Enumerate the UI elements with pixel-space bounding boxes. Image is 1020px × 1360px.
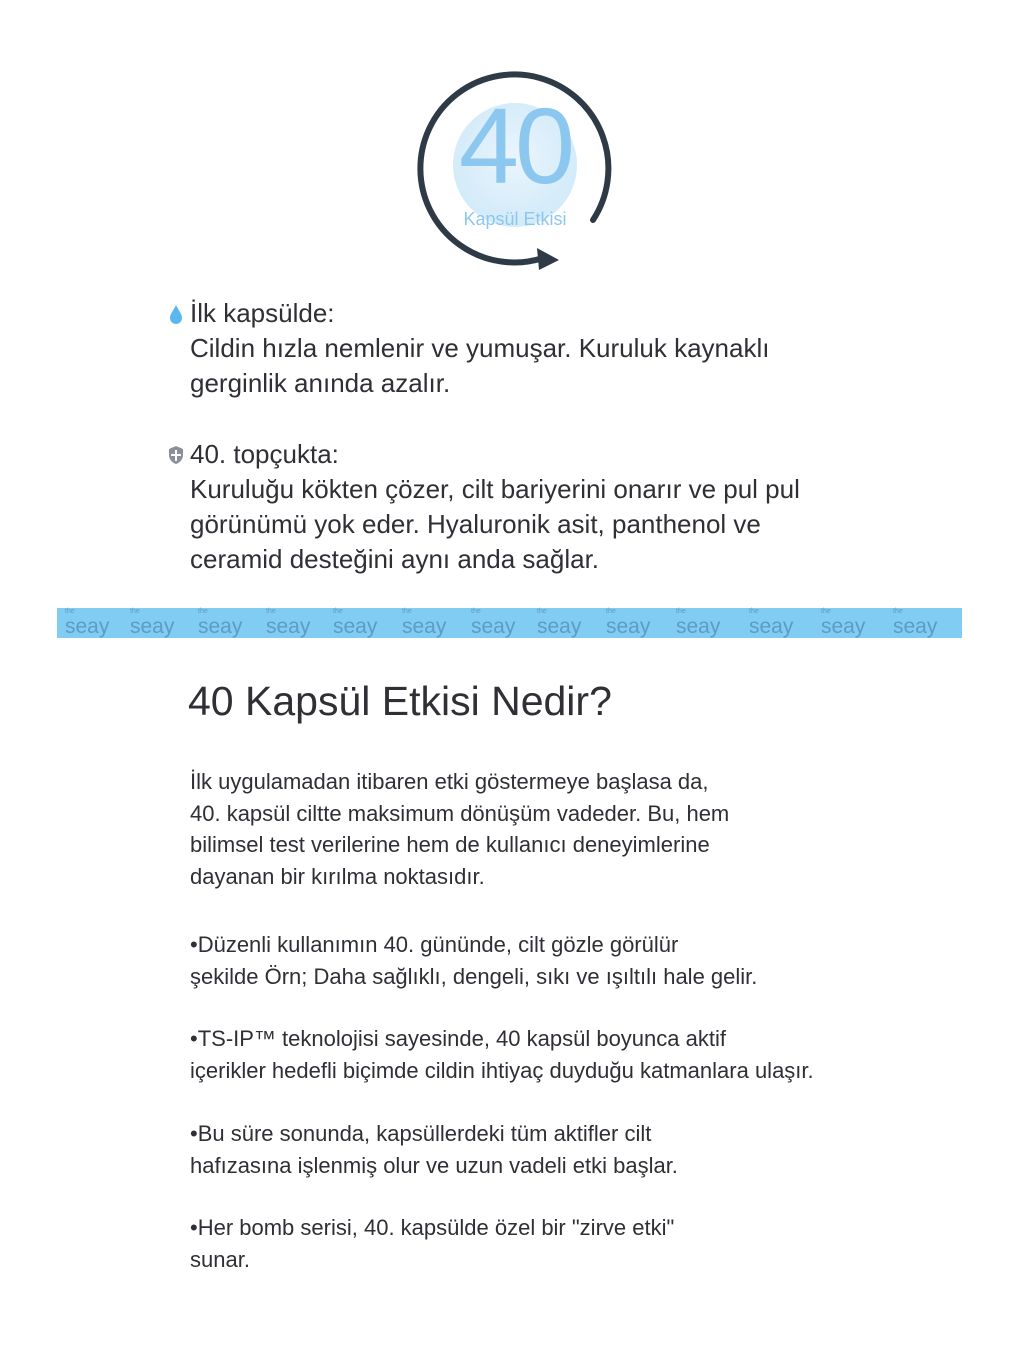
section-heading: İlk kapsülde: bbox=[190, 298, 335, 328]
logo-small-text: the bbox=[676, 608, 686, 615]
bullet-item bbox=[190, 1212, 674, 1275]
brand-banner bbox=[57, 608, 962, 638]
logo-small-text: the bbox=[402, 608, 412, 615]
water-drop-icon bbox=[168, 304, 184, 324]
section-text: ceramid desteğini aynı anda sağlar. bbox=[190, 544, 600, 574]
intro-line: İlk uygulamadan itibaren etki göstermeye başlasa da, bbox=[190, 769, 709, 794]
logo-text: seay bbox=[821, 615, 866, 638]
fortieth-capsule-section bbox=[190, 437, 800, 577]
logo-small-text: the bbox=[130, 608, 140, 615]
section-heading: 40. topçukta: bbox=[190, 439, 339, 469]
section-text: Cildin hızla nemlenir ve yumuşar. Kuruluk kaynaklı bbox=[190, 333, 770, 363]
logo-small-text: the bbox=[198, 608, 208, 615]
bullet-line: hafızasına işlenmiş olur ve uzun vadeli etki başlar. bbox=[190, 1152, 678, 1178]
badge-number: 40 bbox=[458, 85, 572, 206]
logo-small-text: the bbox=[893, 608, 903, 615]
logo-text: seay bbox=[130, 615, 175, 638]
bullet-item bbox=[190, 1023, 814, 1086]
intro-line: bilimsel test verilerine hem de kullanıcı deneyimlerine bbox=[190, 832, 710, 857]
logo-text: seay bbox=[65, 615, 110, 638]
logo-small-text: the bbox=[606, 608, 616, 615]
section-text: görünümü yok eder. Hyaluronik asit, panthenol ve bbox=[190, 509, 761, 539]
intro-line: 40. kapsül ciltte maksimum dönüşüm vadeder. Bu, hem bbox=[190, 800, 730, 826]
bullet-line: sunar. bbox=[190, 1246, 250, 1272]
logo-small-text: the bbox=[537, 608, 547, 615]
logo-text: seay bbox=[893, 615, 938, 638]
bullet-line: içerikler hedefli biçimde cildin ihtiyaç duyduğu katmanlara ulaşır. bbox=[190, 1057, 814, 1083]
intro-line: dayanan bir kırılma noktasıdır. bbox=[190, 863, 485, 889]
logo-small-text: the bbox=[821, 608, 831, 615]
logo-text: seay bbox=[402, 615, 447, 638]
logo-text: seay bbox=[676, 615, 721, 638]
bullet-line: •Düzenli kullanımın 40. gününde, cilt gözle görülür bbox=[190, 932, 679, 957]
logo-text: seay bbox=[537, 615, 582, 638]
logo-small-text: the bbox=[266, 608, 276, 615]
badge-subtitle: Kapsül Etkisi bbox=[463, 209, 567, 229]
forty-capsule-badge bbox=[415, 62, 625, 272]
logo-text: seay bbox=[333, 615, 378, 638]
bullet-line: •Bu süre sonunda, kapsüllerdeki tüm aktifler cilt bbox=[190, 1121, 652, 1146]
logo-small-text: the bbox=[749, 608, 759, 615]
logo-text: seay bbox=[606, 615, 651, 638]
bullet-item bbox=[190, 929, 757, 992]
logo-text: seay bbox=[749, 615, 794, 638]
logo-small-text: the bbox=[333, 608, 343, 615]
intro-paragraph bbox=[190, 766, 729, 892]
section-text: Kuruluğu kökten çözer, cilt bariyerini onarır ve pul pul bbox=[190, 474, 800, 504]
bullet-line: şekilde Örn; Daha sağlıklı, dengeli, sıkı ve ışıltılı hale gelir. bbox=[190, 963, 758, 989]
page-title: 40 Kapsül Etkisi Nedir? bbox=[188, 678, 612, 724]
logo-text: seay bbox=[471, 615, 516, 638]
logo-small-text: the bbox=[471, 608, 481, 615]
logo-text: seay bbox=[266, 615, 311, 638]
logo-small-text: the bbox=[65, 608, 75, 615]
bullet-line: •TS-IP™ teknolojisi sayesinde, 40 kapsül boyunca aktif bbox=[190, 1026, 726, 1051]
first-capsule-section bbox=[190, 296, 769, 401]
bullet-line: •Her bomb serisi, 40. kapsülde özel bir "zirve etki" bbox=[190, 1215, 675, 1240]
section-text: gerginlik anında azalır. bbox=[190, 368, 451, 398]
logo-text: seay bbox=[198, 615, 243, 638]
shield-icon bbox=[168, 445, 184, 465]
bullet-item bbox=[190, 1118, 678, 1181]
